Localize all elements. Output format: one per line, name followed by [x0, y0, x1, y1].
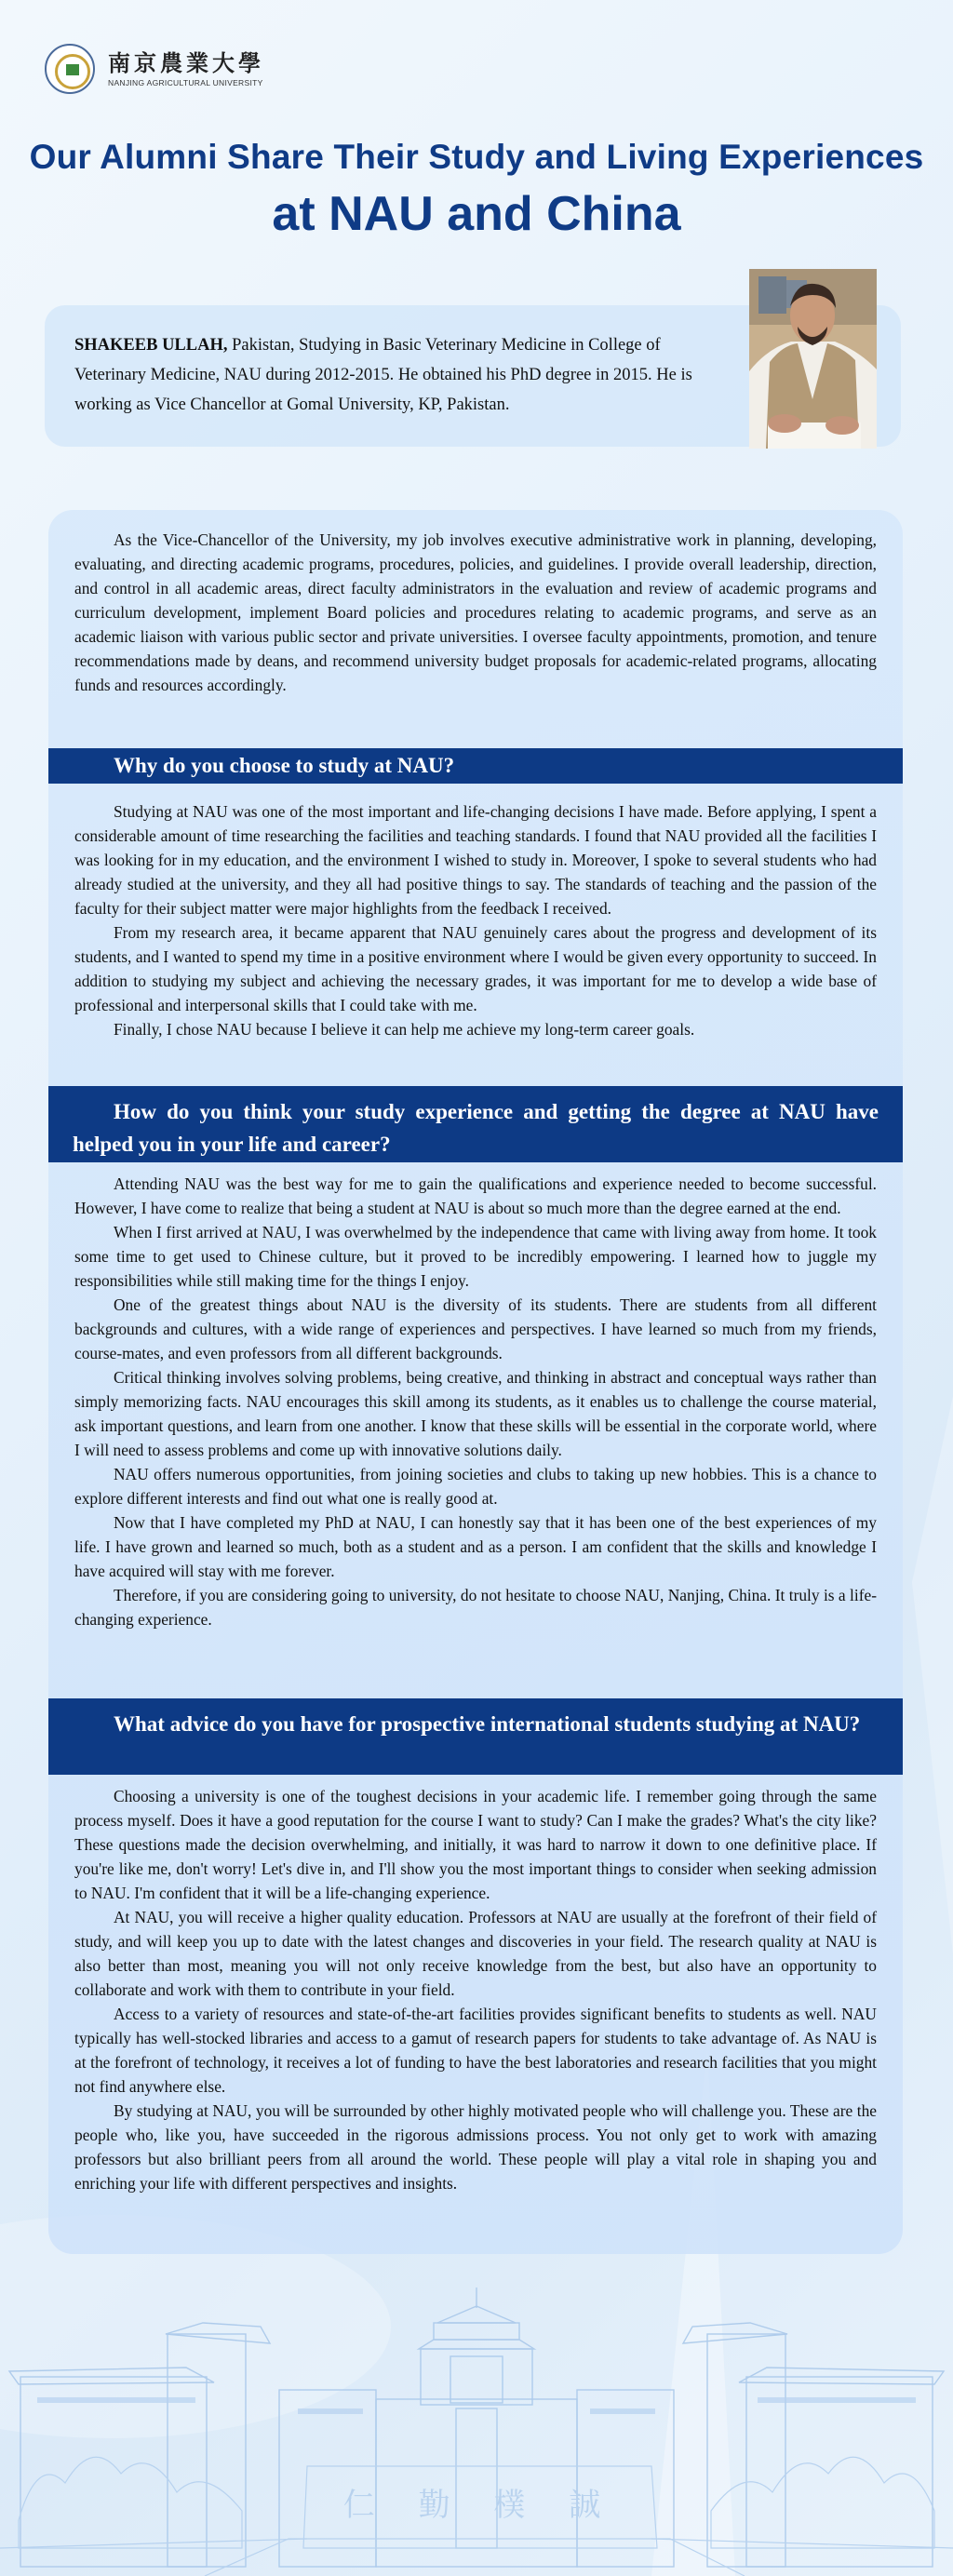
question-3-text: [48, 1698, 903, 1740]
intro-text: [74, 528, 877, 697]
answer-2-paragraph: When I first arrived at NAU, I was overwhelmed by the independence that came with living away from home. It took some time to get used to Chinese culture, but it proved to be incredibly empowering. I learned how to juggle my responsibilities while still making time for the things I enjoy.: [74, 1223, 877, 1290]
question-2-text: [48, 1086, 903, 1161]
answer-1-paragraph: Finally, I chose NAU because I believe it can help me achieve my long-term career goals.: [114, 1020, 695, 1039]
question-3-label: What advice do you have for prospective international students studying at NAU?: [114, 1712, 861, 1736]
answer-2-paragraph: NAU offers numerous opportunities, from joining societies and clubs to taking up new hobbies. This is a chance to explore different interests and find out what one is really good at.: [74, 1465, 877, 1508]
logo-chinese-name: 南京農業大學: [108, 49, 264, 76]
logo-english-name: NANJING AGRICULTURAL UNIVERSITY: [108, 78, 263, 87]
campus-building-illustration: [0, 2269, 953, 2576]
portrait-image: [749, 269, 877, 449]
profile-bio: [74, 330, 726, 420]
stone-inscription: 仁 勤 樸 誠: [342, 2487, 618, 2524]
university-seal-icon: [45, 44, 95, 94]
answer-3-paragraph: Choosing a university is one of the toughest decisions in your academic life. I remember going through the same process myself. Does it have a good reputation for the course I want to study? Can I make the grades? What's the city like? These questions made the decision overwhelming, and initially, it was hard to narrow it down to one definitive place. If you're like me, don't worry! Let's dive in, and I'll show you the most important things to consider when seeking admission to NAU. I'm confident that it will be a life-changing experience.: [74, 1787, 877, 1902]
answer-3-paragraph: At NAU, you will receive a higher quality education. Professors at NAU are usually at the forefront of their field of study, and will keep you up to date with the latest changes and discoveries in your field. The research quality at NAU is also better than most, meaning you will not only receive knowledge from the best, but also have an opportunity to collaborate and work with them to contribute in your field.: [74, 1908, 877, 1999]
question-1-text: Why do you choose to study at NAU?: [114, 754, 455, 777]
university-logo: [45, 41, 264, 97]
question-heading-2: [48, 1086, 903, 1162]
answer-2-paragraph: Attending NAU was the best way for me to gain the qualifications and experience needed to become successful. However, I have come to realize that being a student at NAU is about so much more than the degree earned at the end.: [74, 1174, 877, 1217]
answer-2: [74, 1172, 877, 1631]
answer-2-paragraph: Therefore, if you are considering going to university, do not hesitate to choose NAU, Nanjing, China. It truly is a life-changing experience.: [74, 1586, 877, 1629]
page-title-line2: at NAU and China: [272, 187, 681, 241]
answer-2-paragraph: Critical thinking involves solving problems, being creative, and thinking in abstract and conceptual ways rather than simply memorizing facts. NAU encourages this skill among its students, as it enables us to challenge the course material, ask important questions, and learn from one another. I know that these skills will be essential in the corporate world, where I will need to assess problems and come up with innovative solutions daily.: [74, 1368, 877, 1459]
answer-3-paragraph: By studying at NAU, you will be surrounded by other highly motivated people who will challenge you. These are the people who, like you, have succeeded in the rigorous admissions process. You not only get to work with amazing professors but also brilliant peers from all around the world. These people will play a vital role in shaping you and enriching your life with different perspectives and insights.: [74, 2101, 877, 2193]
question-heading-3: [48, 1698, 903, 1775]
profile-name: SHAKEEB ULLAH,: [74, 336, 228, 355]
question-2-label: How do you think your study experience and getting the degree at NAU have helped you in your life and career?: [73, 1100, 879, 1156]
intro-paragraph: As the Vice-Chancellor of the University, my job involves executive administrative work in planning, developing, evaluating, and directing academic programs, procedures, policies, and guidelines. I provide overall leadership, direction, and control in all academic areas, direct faculty administrators in the evaluation and review of academic programs and curriculum development, implement Board policies and procedures relating to academic programs, and serve as an academic liaison with various public sector and private universities. I oversee faculty appointments, promotion, and tenure recommendations made by deans, and recommend university budget proposals for academic-related programs, allocating funds and resources accordingly.: [74, 530, 877, 694]
answer-2-paragraph: One of the greatest things about NAU is the diversity of its students. There are students from all different backgrounds and cultures, with a wide range of experiences and perspectives. I have learned so much from my friends, course-mates, and even professors from all different backgrounds.: [74, 1295, 877, 1362]
profile-photo: [749, 269, 877, 449]
answer-1-paragraph: Studying at NAU was one of the most important and life-changing decisions I have made. Before applying, I spent a considerable amount of time researching the facilities and teaching standards. I found that NAU provided all the facilities I was looking for in my education, and the environment I wished to study in. Moreover, I spoke to several students who had already studied at the university, and they all had positive things to say. The standards of teaching and the passion of the faculty for their subject matter were major highlights from the feedback I received.: [74, 802, 877, 918]
answer-2-paragraph: Now that I have completed my PhD at NAU, I can honestly say that it has been one of the best experiences of my life. I have grown and learned so much, both as a student and as a person. I am confident that the skills and knowledge I have acquired will stay with me forever.: [74, 1513, 877, 1580]
answer-3: [74, 1784, 877, 2195]
answer-3-paragraph: Access to a variety of resources and state-of-the-art facilities provides significant benefits to students as well. NAU typically has well-stocked libraries and access to a gamut of research papers for students to take advantage of. As NAU is at the forefront of technology, it receives a lot of funding to have the best laboratories and research facilities that you might not find anywhere else.: [74, 2005, 877, 2096]
answer-1-paragraph: From my research area, it became apparent that NAU genuinely cares about the progress and development of its students, and I wanted to spend my time in a positive environment where I would be given every opportunity to succeed. In addition to studying my subject and achieving the necessary grades, it was important for me to develop a wide base of professional and interpersonal skills that I could take with me.: [74, 923, 877, 1014]
answer-1: [74, 799, 877, 1041]
page-title-line1: Our Alumni Share Their Study and Living Experiences: [29, 138, 924, 176]
question-heading-1: [48, 748, 903, 784]
profile-description: Pakistan, Studying in Basic Veterinary Medicine in College of Veterinary Medicine, NAU during 2012-2015. He obtained his PhD degree in 2015. He is working as Vice Chancellor at Gomal University, KP, Pakistan.: [74, 336, 692, 414]
